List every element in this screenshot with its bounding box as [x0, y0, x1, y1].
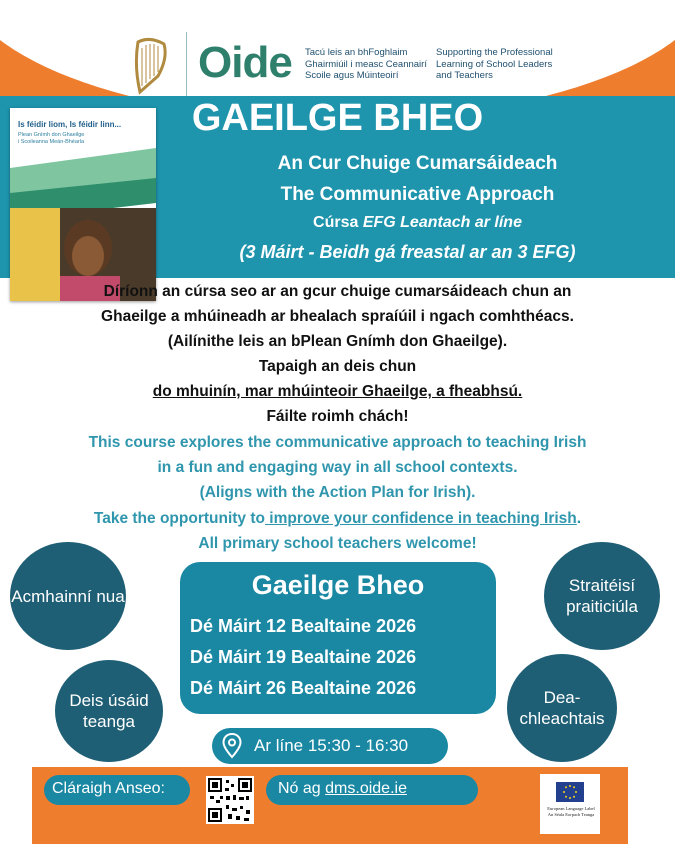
english-description-line: (Aligns with the Action Plan for Irish). [199, 484, 476, 501]
circle-new-resources: Acmhainní nua [10, 542, 126, 650]
course-type-italic: EFG Leantach ar líne [362, 214, 522, 231]
circle-language-use: Deis úsáid teanga [55, 660, 163, 762]
schedule-title: Gaeilge Bheo [251, 570, 425, 600]
circle-good-practice: Dea-chleachtais [507, 654, 617, 762]
opportunity-underlined: improve your confidence in teaching Irish [264, 510, 577, 527]
english-welcome: All primary school teachers welcome! [198, 535, 477, 552]
session-date: Dé Máirt 19 Bealtaine 2026 [190, 647, 417, 667]
irish-description-line: Díríonn an cúrsa seo ar an gcur chuige cumarsáideach chun an [103, 283, 572, 300]
website-text [278, 780, 407, 798]
tagline-english [436, 47, 553, 82]
tagline-irish-line: Scoile agus Múinteoirí [305, 70, 399, 81]
irish-description-line: (Ailínithe leis an bPlean Gnímh don Ghaeilge). [167, 333, 508, 350]
irish-description-line: Tapaigh an deis chun [258, 358, 417, 375]
tagline-english-line: Learning of School Leaders [436, 58, 553, 70]
label-text-line: An Séala Eorpach Teanga [547, 812, 595, 817]
brochure-photo [10, 148, 156, 301]
tagline-irish-line: Tacú leis an bhFoghlaim [305, 47, 408, 58]
header-divider [186, 32, 187, 96]
english-description-line: in a fun and engaging way in all school contexts. [157, 459, 518, 476]
course-type [160, 214, 675, 232]
tagline-english-line: Supporting the Professional [436, 47, 553, 58]
brochure-title: Is féidir liom, Is féidir linn... [18, 120, 122, 129]
oide-logo: Oide [198, 38, 292, 87]
irish-description-line: Ghaeilge a mhúineadh ar bhealach spraíúil i ngach comhthéacs. [101, 308, 574, 325]
tagline-english-line: and Teachers [436, 70, 493, 81]
location-pin-icon [222, 733, 242, 759]
irish-description-underlined: do mhuinín, mar mhúinteoir Ghaeilge, a fheabhsú. [152, 383, 523, 400]
brochure-subtitle-line: Plean Gnímh don Ghaeilge [18, 132, 85, 138]
session-date: Dé Máirt 12 Bealtaine 2026 [190, 616, 417, 636]
subtitle-irish: An Cur Chuige Cumarsáideach [277, 153, 558, 174]
european-language-label-text [542, 806, 600, 818]
irish-welcome: Fáilte roimh chách! [266, 408, 409, 425]
subtitle-english: The Communicative Approach [280, 184, 555, 205]
course-type-prefix: Cúrsa [313, 214, 363, 231]
tagline-irish-line: Ghairmiúil i measc Ceannairí [305, 58, 427, 70]
harp-icon [128, 36, 174, 96]
tagline-irish [305, 47, 427, 82]
brochure-subtitle-line: i Scoileanna Meán-Bhéarla [18, 139, 85, 145]
session-date: Dé Máirt 26 Bealtaine 2026 [190, 678, 417, 698]
english-opportunity-line [0, 510, 675, 528]
website-link[interactable]: dms.oide.ie [325, 780, 407, 797]
qr-code[interactable] [206, 776, 254, 824]
page-title: GAEILGE BHEO [191, 97, 484, 139]
register-label: Cláraigh Anseo: [52, 780, 165, 797]
website-prefix: Nó ag [278, 780, 326, 797]
circle-practical-strategies: Straitéisí praiticiúla [544, 542, 660, 650]
attendance-note: (3 Máirt - Beidh gá freastal ar an 3 EFG) [239, 242, 576, 262]
opportunity-prefix: Take the opportunity to [93, 510, 265, 527]
label-text-line: European Language Label [547, 806, 595, 811]
english-description-line: This course explores the communicative approach to teaching Irish [88, 434, 587, 451]
location-time-text: Ar líne 15:30 - 16:30 [254, 736, 409, 755]
eu-flag-icon [556, 782, 584, 802]
opportunity-suffix: . [576, 510, 582, 527]
